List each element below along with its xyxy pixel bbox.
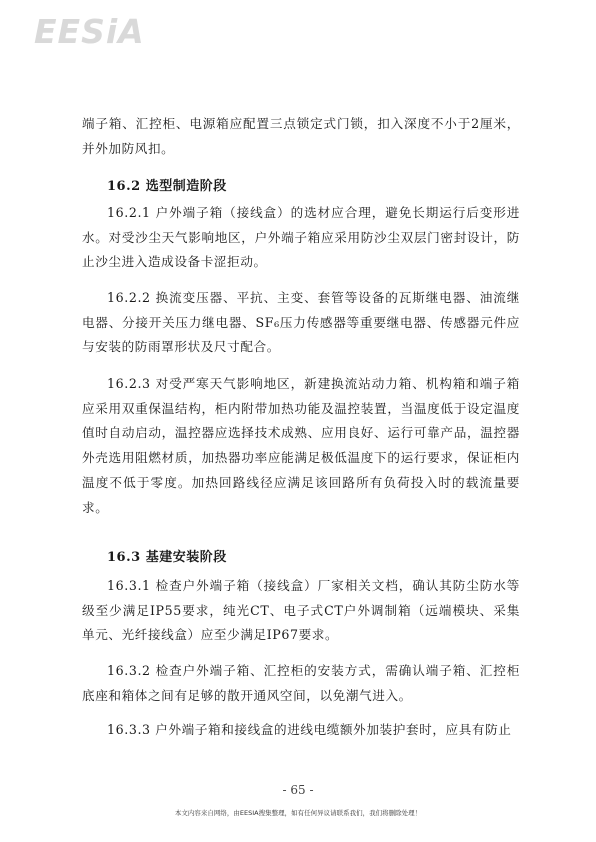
paragraph-16-2-3: 16.2.3 对受严寒天气影响地区，新建换流站动力箱、机构箱和端子箱应采用双重保温结构，柜内附带加热功能及温控装置，当温度低于设定温度值时自动启动，温控器应选择技术成熟、应用良好、运行可靠产品，温控器外壳选用阻燃材质，加热器功率应能满足极低温度下的运行要求，保证柜内温度不低于零度。加热回路线径应满足该回路所有负荷投入时的载流量要求。	[82, 376, 520, 515]
paragraph-16-2-2: 16.2.2 换流变压器、平抗、主变、套管等设备的瓦斯继电器、油流继电器、分接开关压力继电器、SF₆压力传感器等重要继电器、传感器元件应与安装的防雨罩形状及尺寸配合。	[82, 290, 520, 355]
section-heading-16-2: 16.2 选型制造阶段	[107, 179, 227, 194]
paragraph-16-2-1: 16.2.1 户外端子箱（接线盒）的选材应合理，避免长期运行后变形进水。对受沙尘天气影响地区，户外端子箱应采用防沙尘双层门密封设计，防止沙尘进入造成设备卡涩拒动。	[82, 205, 520, 270]
paragraph-16-3-2: 16.3.2 检查户外端子箱、汇控柜的安装方式，需确认端子箱、汇控柜底座和箱体之间有足够的散开通风空间，以免潮气进入。	[82, 663, 520, 703]
paragraph-16-3-3: 16.3.3 户外端子箱和接线盒的进线电缆额外加装护套时，应具有防止	[107, 722, 512, 737]
section-heading-16-3: 16.3 基建安装阶段	[107, 550, 227, 565]
footer-disclaimer: 本文内容来自网络，由EESIA搜集整理，如有任何异议请联系我们，我们将删除处理！	[174, 809, 422, 817]
page-number: - 65 -	[282, 783, 314, 797]
eesia-logo: EESiA	[34, 12, 145, 51]
intro-paragraph: 端子箱、汇控柜、电源箱应配置三点锁定式门锁，扣入深度不小于2厘米，并外加防风扣。	[82, 116, 520, 156]
paragraph-16-3-1: 16.3.1 检查户外端子箱（接线盒）厂家相关文档，确认其防尘防水等级至少满足IP55要求，纯光CT、电子式CT户外调制箱（远端模块、采集单元、光纤接线盒）应至少满足IP67要求。	[82, 578, 520, 643]
